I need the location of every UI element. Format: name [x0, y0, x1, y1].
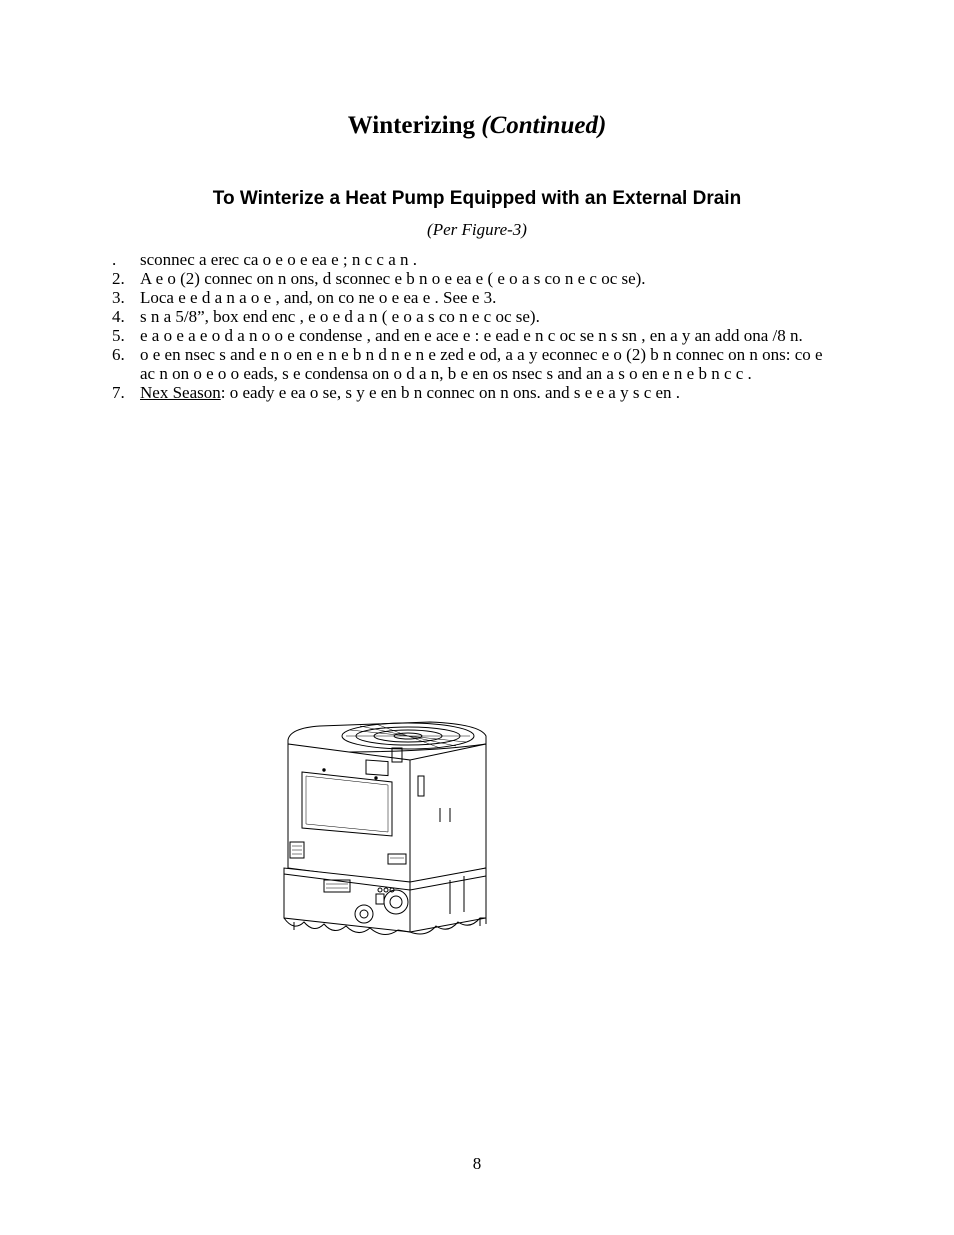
- list-item: [112, 345, 832, 383]
- list-item: [112, 269, 832, 288]
- step-number: 7.: [112, 383, 125, 402]
- list-item: [112, 288, 832, 307]
- step-text: o e en nsec s and e n o en e n e b n d n e n e zed e od, a a y econnec e o (2) b n connec on n ons: co e ac n on o e o o eads, s e condensa on o d a n, b e en os nsec s and an a s o en e n e b n c c .: [140, 345, 823, 383]
- next-season-label: Nex Season: [140, 383, 221, 402]
- step-number: 4.: [112, 307, 125, 326]
- title-main: Winterizing: [347, 112, 476, 139]
- heat-pump-illustration: [280, 718, 492, 950]
- list-item: [112, 250, 832, 269]
- step-text-rest: : o eady e ea o se, s y e en b n connec on n ons. and s e e a y s c en .: [220, 383, 681, 402]
- list-item: [112, 307, 832, 326]
- step-number: .: [112, 250, 117, 269]
- step-text: [140, 383, 832, 402]
- step-text: s n a 5/8”, box end enc , e o e d a n ( e o a s co n e c oc se).: [140, 307, 540, 326]
- step-number: 5.: [112, 326, 125, 345]
- list-item: [112, 326, 832, 345]
- list-item: [112, 383, 832, 402]
- step-number: 6.: [112, 345, 125, 364]
- instruction-list: [112, 250, 832, 402]
- step-text: e a o e a e o d a n o o e condense , and en e ace e : e ead e n c oc se n s sn , en a y an add ona /8 n.: [140, 326, 803, 345]
- section-heading: To Winterize a Heat Pump Equipped with an External Drain: [212, 188, 742, 209]
- step-text: A e o (2) connec on n ons, d sconnec e b n o e ea e ( e o a s co n e c oc se).: [140, 269, 646, 288]
- step-number: 2.: [112, 269, 125, 288]
- page-number: 8: [472, 1154, 482, 1173]
- step-text: sconnec a erec ca o e o e ea e ; n c c a n .: [140, 250, 418, 269]
- step-text: Loca e e d a n a o e , and, on co ne o e ea e . See e 3.: [140, 288, 497, 307]
- figure-reference: (Per Figure-3): [427, 220, 527, 239]
- step-number: 3.: [112, 288, 125, 307]
- title-continued: (Continued): [481, 112, 607, 139]
- page-title: [0, 112, 954, 140]
